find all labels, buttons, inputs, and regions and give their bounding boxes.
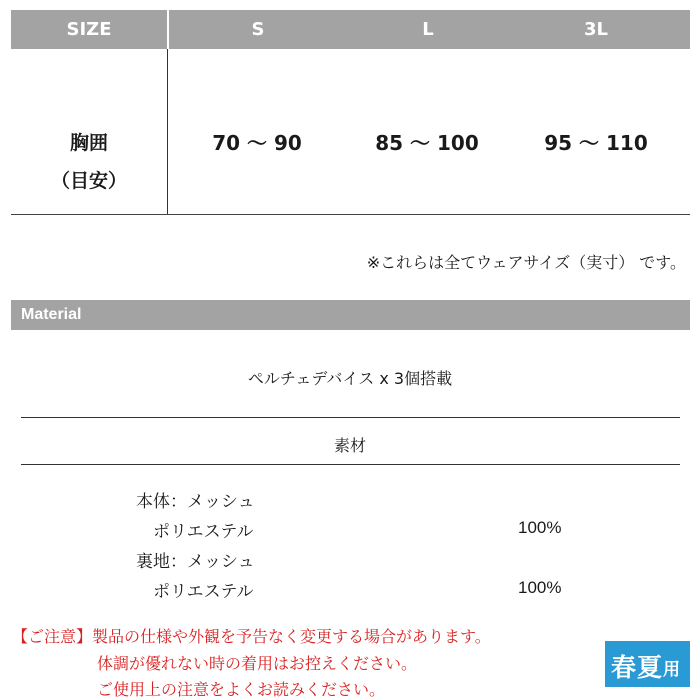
lining-material-label: 裏地：メッシュ (136, 552, 255, 572)
row-label-divider (167, 49, 168, 214)
season-badge (605, 641, 690, 687)
material-rule-top (21, 417, 680, 418)
lining-material-fiber: ポリエステル (153, 582, 254, 602)
caution-line-3: ご使用上の注意をよくお読みください。 (97, 680, 386, 699)
size-header-label: SIZE (66, 19, 112, 40)
season-badge-suffix: 用 (663, 660, 680, 680)
chest-value-l: 85 ～ 100 (375, 131, 479, 155)
chest-label: 胸囲 (69, 132, 108, 154)
lining-material-percent: 100% (518, 578, 562, 597)
size-column-s: S (251, 19, 265, 40)
header-divider (167, 10, 169, 49)
season-badge-season: 春夏 (611, 653, 664, 682)
outer-material-fiber: ポリエステル (153, 522, 254, 542)
outer-material-label: 本体：メッシュ (136, 492, 255, 512)
material-header: Material (11, 300, 690, 330)
size-table-bottom-rule (11, 214, 690, 215)
size-column-l: L (422, 19, 434, 40)
caution-line-1: 【ご注意】製品の仕様や外観を予告なく変更する場合があります。 (12, 627, 491, 646)
chest-value-3l: 95 ～ 110 (544, 131, 648, 155)
size-column-3l: 3L (584, 19, 608, 40)
material-rule-bottom (21, 464, 680, 465)
chest-label-note: （目安） (50, 170, 127, 192)
material-section-title: 素材 (333, 436, 366, 455)
chest-value-s: 70 ～ 90 (212, 131, 302, 155)
size-table-header (11, 10, 690, 49)
caution-line-2: 体調が優れない時の着用はお控えください。 (97, 654, 418, 673)
size-note: ※これらは全てウェアサイズ（実寸） です。 (366, 253, 686, 272)
outer-material-percent: 100% (518, 518, 562, 537)
device-info: ペルチェデバイス x 3個搭載 (247, 369, 453, 388)
